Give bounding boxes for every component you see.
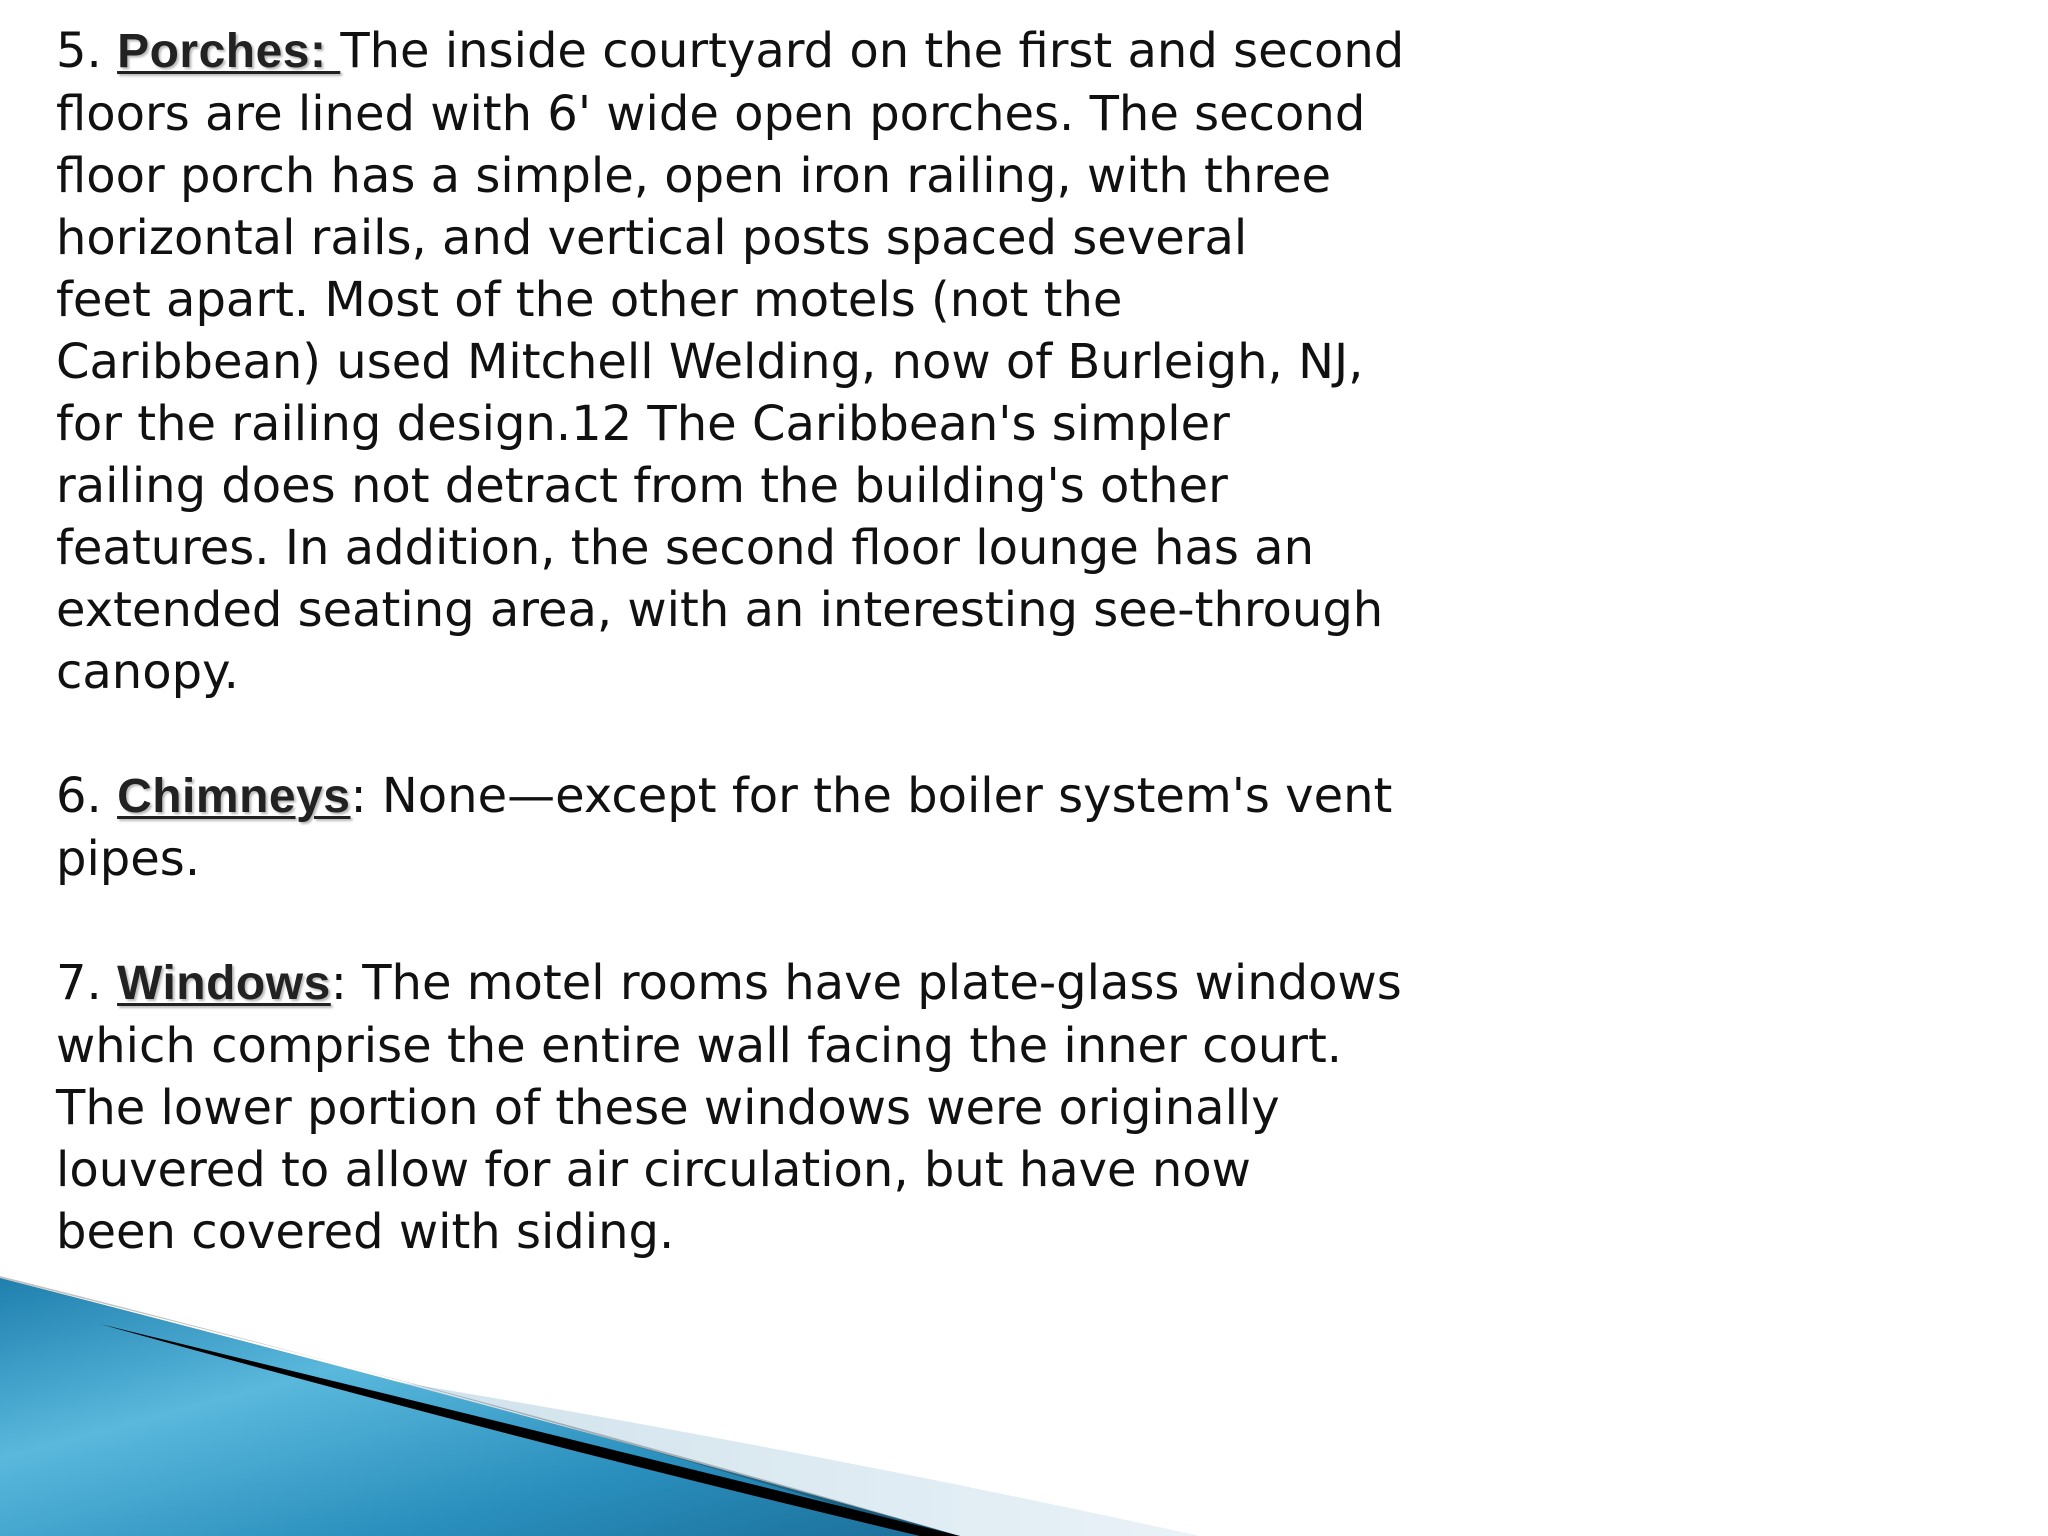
section-text-line: pipes. [56, 831, 201, 887]
section-text-line: railing does not detract from the building's other [56, 458, 1228, 514]
section-text-line: features. In addition, the second floor lounge has an [56, 520, 1314, 576]
section-heading: Windows [117, 957, 331, 1010]
section-text-line: horizontal rails, and vertical posts spaced several [56, 210, 1248, 266]
section-text-line: Caribbean) used Mitchell Welding, now of Burleigh, NJ, [56, 334, 1364, 390]
section-text-line: which comprise the entire wall facing the inner court. [56, 1018, 1343, 1074]
section-text-line: extended seating area, with an interesting see-through [56, 582, 1384, 638]
section-text-line: canopy. [56, 644, 239, 700]
section-text-line: floors are lined with 6' wide open porches. The second [56, 86, 1366, 142]
section-text-line: for the railing design.12 The Caribbean's simpler [56, 396, 1230, 452]
section-text: The inside courtyard on the first and second [340, 23, 1405, 79]
section-windows [56, 952, 1496, 1263]
section-number: 6. [56, 768, 118, 824]
section-text-line: been covered with siding. [56, 1204, 675, 1260]
section-first-line [56, 952, 1496, 1015]
section-heading: Porches: [117, 25, 341, 78]
section-text-line: floor porch has a simple, open iron railing, with three [56, 148, 1332, 204]
section-number: 7. [56, 955, 118, 1011]
corner-swoosh-decoration [0, 1276, 2048, 1536]
section-text-line: The lower portion of these windows were originally [56, 1080, 1280, 1136]
section-number: 5. [56, 23, 118, 79]
section-text: : None—except for the boiler system's vent [350, 768, 1393, 824]
section-first-line [56, 765, 1496, 828]
section-text: : The motel rooms have plate-glass windows [330, 955, 1402, 1011]
section-text-line: louvered to allow for air circulation, but have now [56, 1142, 1251, 1198]
section-first-line [56, 20, 1496, 83]
section-chimneys [56, 765, 1496, 890]
section-text-line: feet apart. Most of the other motels (not the [56, 272, 1123, 328]
section-heading: Chimneys [117, 770, 351, 823]
section-porches [56, 20, 1496, 703]
slide-body [56, 20, 1496, 1325]
